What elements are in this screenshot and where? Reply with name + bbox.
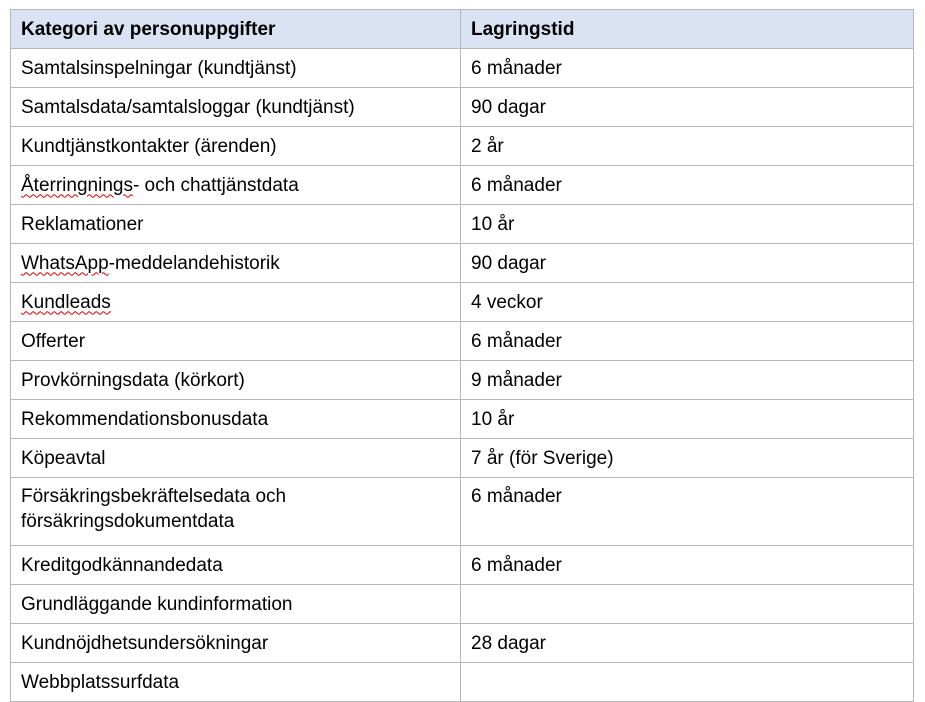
table-row	[11, 166, 914, 205]
category-cell: Webbplatssurfdata	[11, 663, 461, 702]
table-row	[11, 400, 914, 439]
category-cell: Kundnöjdhetsundersökningar	[11, 624, 461, 663]
table-row	[11, 439, 914, 478]
retention-cell: 6 månader	[461, 546, 914, 585]
table-row	[11, 322, 914, 361]
category-cell: Samtalsdata/samtalsloggar (kundtjänst)	[11, 88, 461, 127]
retention-table	[10, 9, 914, 702]
retention-cell: 6 månader	[461, 49, 914, 88]
retention-cell: 9 månader	[461, 361, 914, 400]
category-cell: Rekommendationsbonusdata	[11, 400, 461, 439]
category-cell: Grundläggande kundinformation	[11, 585, 461, 624]
retention-cell: 10 år	[461, 205, 914, 244]
category-cell: Provkörningsdata (körkort)	[11, 361, 461, 400]
retention-cell: 90 dagar	[461, 88, 914, 127]
table-row	[11, 546, 914, 585]
table-row	[11, 585, 914, 624]
retention-cell	[461, 663, 914, 702]
spellcheck-flagged-word[interactable]: Återringnings	[21, 174, 133, 196]
category-cell	[11, 478, 461, 546]
retention-cell: 6 månader	[461, 478, 914, 546]
category-cell	[11, 283, 461, 322]
category-cell: Köpeavtal	[11, 439, 461, 478]
category-cell: WhatsApp-meddelandehistorik	[11, 244, 461, 283]
spellcheck-flagged-word[interactable]: WhatsApp	[21, 252, 109, 274]
retention-cell: 10 år	[461, 400, 914, 439]
retention-cell	[461, 585, 914, 624]
retention-cell: 28 dagar	[461, 624, 914, 663]
category-cell: Samtalsinspelningar (kundtjänst)	[11, 49, 461, 88]
retention-cell: 90 dagar	[461, 244, 914, 283]
retention-cell: 4 veckor	[461, 283, 914, 322]
header-retention: Lagringstid	[461, 10, 914, 49]
category-line-1: Försäkringsbekräftelsedata och	[21, 486, 287, 507]
table-row	[11, 244, 914, 283]
table-row	[11, 127, 914, 166]
table-row	[11, 283, 914, 322]
retention-cell: 7 år (för Sverige)	[461, 439, 914, 478]
category-cell: Kundtjänstkontakter (ärenden)	[11, 127, 461, 166]
retention-cell: 6 månader	[461, 166, 914, 205]
category-line-2: försäkringsdokumentdata	[21, 511, 235, 532]
category-cell: Kreditgodkännandedata	[11, 546, 461, 585]
header-category: Kategori av personuppgifter	[11, 10, 461, 49]
table-row	[11, 205, 914, 244]
spellcheck-flagged-word[interactable]: Kundleads	[21, 291, 111, 313]
category-cell: Återringnings- och chattjänstdata	[11, 166, 461, 205]
table-row	[11, 478, 914, 546]
category-cell: Offerter	[11, 322, 461, 361]
retention-cell: 6 månader	[461, 322, 914, 361]
table-row	[11, 663, 914, 702]
retention-cell: 2 år	[461, 127, 914, 166]
table-row	[11, 361, 914, 400]
table-row	[11, 49, 914, 88]
table-row	[11, 624, 914, 663]
table-row	[11, 88, 914, 127]
category-cell: Reklamationer	[11, 205, 461, 244]
table-header-row	[11, 10, 914, 49]
